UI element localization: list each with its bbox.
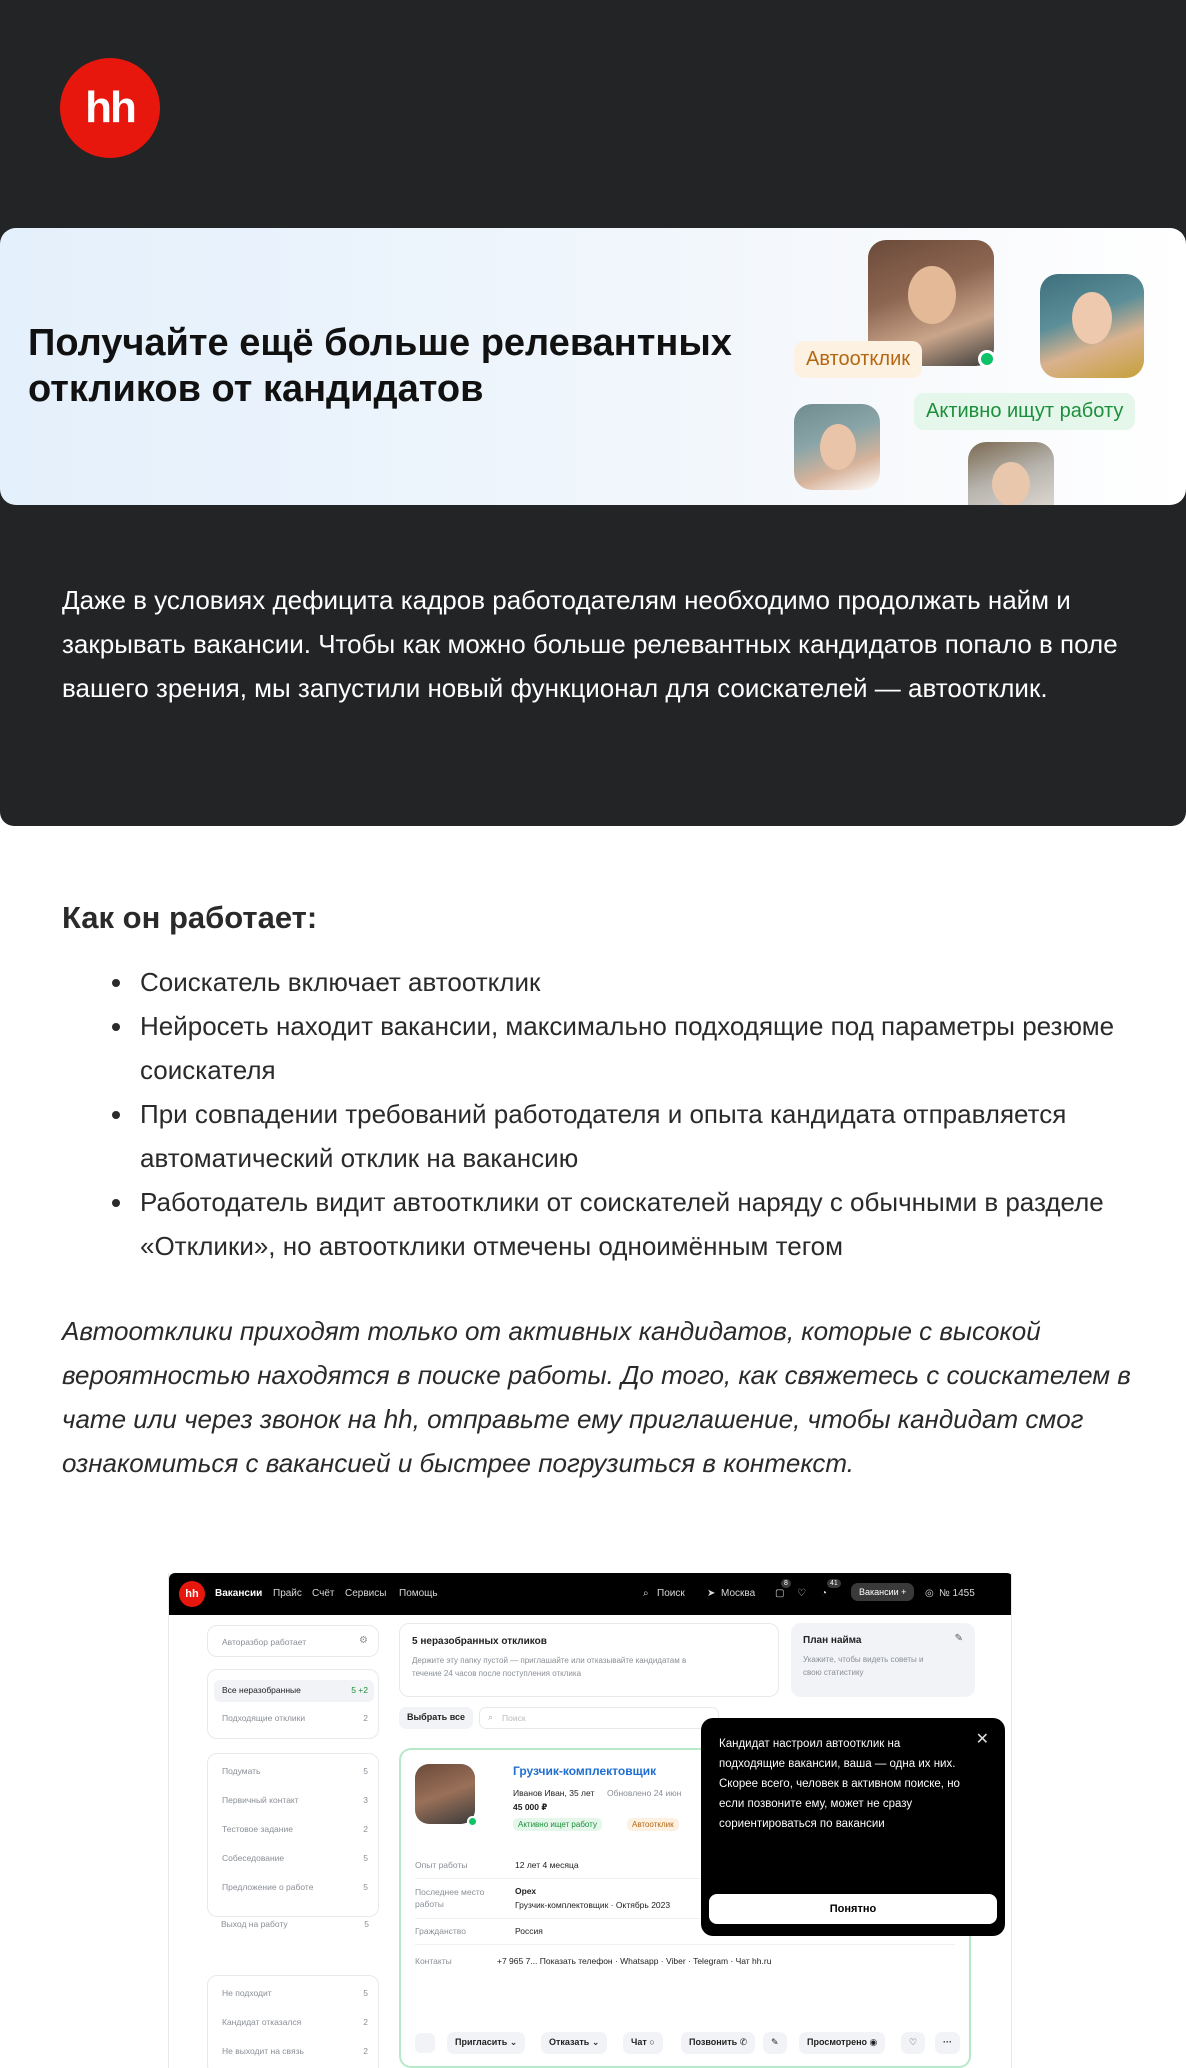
sidebar-item[interactable]: Тестовое задание	[222, 1824, 293, 1834]
understood-button[interactable]: Понятно	[709, 1894, 997, 1924]
sidebar-count: 5	[364, 1919, 369, 1929]
sidebar-stage-last	[207, 1919, 379, 1949]
select-all-button[interactable]: Выбрать все	[399, 1707, 473, 1729]
notifications-badge: 41	[827, 1579, 841, 1588]
sidebar-item[interactable]: Предложение о работе	[222, 1882, 314, 1892]
sidebar-count: 2	[363, 2046, 368, 2056]
online-indicator	[978, 350, 996, 368]
list-item: При совпадении требований работодателя и опыта кандидата отправляется автоматический отклик на вакансию	[140, 1092, 1140, 1180]
plan-desc: Укажите, чтобы видеть советы и свою статистику	[803, 1655, 924, 1677]
search-input[interactable]	[479, 1707, 719, 1729]
candidate-avatar	[415, 1764, 475, 1824]
tooltip-text: Кандидат настроил автоотклик на подходящие вакансии, ваша — одна их них. Скорее всего, человек в активном поиске, но если позвоните ему, может не сразу сориентироваться по вакансии	[719, 1738, 960, 1830]
responses-screenshot	[168, 1573, 1012, 2068]
candidate-photo	[1040, 274, 1144, 378]
nav-services[interactable]: Сервисы	[345, 1588, 387, 1599]
nav-bill[interactable]: Счёт	[312, 1588, 335, 1599]
edit-icon[interactable]: ✎	[954, 1633, 963, 1644]
autoresponse-tag: Автоотклик	[794, 341, 922, 378]
nav-vacancies[interactable]: Вакансии	[215, 1588, 263, 1599]
mock-hh-logo[interactable]: hh	[179, 1581, 205, 1607]
updated-date: Обновлено 24 июн	[607, 1788, 682, 1798]
contacts-value[interactable]: +7 965 7... Показать телефон · Whatsapp · Viber · Telegram · Чат hh.ru	[497, 1956, 772, 1966]
section-heading: Как он работает:	[62, 900, 318, 935]
unsorted-desc: Держите эту папку пустой — приглашайте или отказывайте кандидатам в течение 24 часов после поступления отклика	[412, 1656, 687, 1678]
heart-icon[interactable]: ♡	[901, 2032, 925, 2054]
sidebar-stages	[207, 1753, 379, 1917]
plan-title: План найма	[803, 1635, 862, 1646]
messages-icon[interactable]: ▢	[775, 1588, 785, 1599]
salary: 45 000 ₽	[513, 1802, 548, 1812]
sidebar-item[interactable]: Не подходит	[222, 1988, 272, 1998]
row-label: Контакты	[415, 1956, 452, 1966]
sidebar-count: 5	[363, 1988, 368, 1998]
account-number[interactable]: № 1455	[939, 1588, 975, 1599]
sidebar-item[interactable]: Выход на работу	[221, 1919, 288, 1929]
hh-logo[interactable]: hh	[60, 58, 160, 158]
viewed-button[interactable]: Просмотрено ◉	[799, 2032, 885, 2054]
bell-icon[interactable]: ◔	[821, 1588, 828, 1599]
sidebar-item-unsorted[interactable]: Все неразобранные	[222, 1685, 301, 1695]
sidebar-item[interactable]: Первичный контакт	[222, 1795, 299, 1805]
reject-button[interactable]: Отказать ⌄	[541, 2032, 607, 2054]
search-placeholder: Поиск	[502, 1713, 526, 1723]
nav-search[interactable]: Поиск	[657, 1588, 685, 1599]
sidebar-count: 2	[363, 2017, 368, 2027]
location-icon: ➤	[707, 1588, 716, 1599]
select-checkbox[interactable]	[415, 2033, 435, 2053]
call-button[interactable]: Позвонить ✆	[681, 2032, 755, 2054]
sidebar-item[interactable]: Подумать	[222, 1766, 261, 1776]
active-search-tag: Активно ищут работу	[914, 393, 1135, 430]
last-job-detail: Грузчик-комплектовщик · Октябрь 2023	[515, 1900, 671, 1910]
sidebar-top	[207, 1669, 379, 1739]
settings-icon[interactable]: ⚙	[359, 1635, 368, 1646]
steps-list	[140, 960, 1140, 1268]
intro-text: Даже в условиях дефицита кадров работодателям необходимо продолжать найм и закрывать вакансии. Чтобы как можно больше релевантных кандидатов попало в поле вашего зрения, мы запустили новый функционал для соискателей — автоотклик.	[62, 585, 1118, 703]
sidebar-item[interactable]: Собеседование	[222, 1853, 285, 1863]
row-value: Орех	[515, 1886, 537, 1896]
edit-icon[interactable]: ✎	[763, 2032, 787, 2054]
sidebar-count: 2	[363, 1824, 368, 1834]
search-icon[interactable]: ⌕	[643, 1588, 649, 1599]
account-icon[interactable]: ◎	[925, 1588, 934, 1599]
sidebar-bottom	[207, 1975, 379, 2068]
italic-note: Автоотклики приходят только от активных кандидатов, которые с высокой вероятностью находятся в поиске работы. До того, как свяжетесь с соискателем в чате или через звонок на hh, отправьте ему приглашение, чтобы кандидат смог ознакомиться с вакансией и быстрее погрузиться в контекст.	[62, 1316, 1131, 1478]
nav-price[interactable]: Прайс	[273, 1588, 302, 1599]
divider	[415, 1944, 955, 1945]
sidebar-item-matching[interactable]: Подходящие отклики	[222, 1713, 306, 1723]
search-icon: ⌕	[488, 1712, 494, 1722]
messages-badge: 8	[781, 1579, 791, 1588]
sidebar-item[interactable]: Не выходит на связь	[222, 2046, 304, 2056]
sidebar-count: 5 +2	[351, 1685, 368, 1695]
unsorted-card	[399, 1623, 779, 1697]
autoresponse-tooltip	[701, 1718, 1005, 1936]
dark-header	[0, 0, 1186, 826]
sidebar-count: 2	[363, 1713, 368, 1723]
candidate-photo	[794, 404, 880, 490]
nav-city[interactable]: Москва	[721, 1588, 756, 1599]
autosort-label: Авторазбор работает	[222, 1637, 307, 1647]
list-item: Нейросеть находит вакансии, максимально подходящие под параметры резюме соискателя	[140, 1004, 1140, 1092]
row-label: Последнее место работы	[415, 1887, 485, 1909]
autosort-card[interactable]	[207, 1625, 379, 1657]
sidebar-count: 3	[363, 1795, 368, 1805]
row-value: Россия	[515, 1926, 543, 1936]
sidebar-item[interactable]: Кандидат отказался	[222, 2017, 302, 2027]
sidebar-count: 5	[363, 1853, 368, 1863]
vacancies-button[interactable]: Вакансии +	[851, 1583, 914, 1601]
candidate-photo	[968, 442, 1054, 505]
unsorted-title: 5 неразобранных откликов	[412, 1636, 547, 1647]
close-icon[interactable]: ✕	[975, 1731, 989, 1748]
plan-card[interactable]	[791, 1623, 975, 1697]
mock-topbar	[169, 1573, 1012, 1615]
invite-button[interactable]: Пригласить ⌄	[447, 2032, 525, 2054]
list-item: Работодатель видит автоотклики от соискателей наряду с обычными в разделе «Отклики», но автоотклики отмечены одноимённым тегом	[140, 1180, 1140, 1268]
banner-title: Получайте ещё больше релевантных откликов от кандидатов	[28, 322, 732, 410]
promo-banner	[0, 228, 1186, 505]
row-label: Опыт работы	[415, 1860, 468, 1870]
heart-icon[interactable]: ♡	[797, 1588, 806, 1599]
sidebar-count: 5	[363, 1766, 368, 1776]
row-label: Гражданство	[415, 1926, 466, 1936]
autoresponse-tag: Автоотклик	[627, 1818, 679, 1831]
more-button[interactable]: ···	[935, 2032, 960, 2054]
sidebar-count: 5	[363, 1882, 368, 1892]
vacancy-title[interactable]: Грузчик-комплектовщик	[513, 1764, 657, 1778]
active-search-tag: Активно ищет работу	[513, 1818, 602, 1831]
row-value: 12 лет 4 месяца	[515, 1860, 579, 1870]
nav-help[interactable]: Помощь	[399, 1588, 438, 1599]
list-item: Соискатель включает автоотклик	[140, 960, 1140, 1004]
chat-button[interactable]: Чат ○	[623, 2032, 663, 2054]
candidate-name: Иванов Иван, 35 лет	[513, 1788, 595, 1798]
online-indicator	[467, 1816, 478, 1827]
